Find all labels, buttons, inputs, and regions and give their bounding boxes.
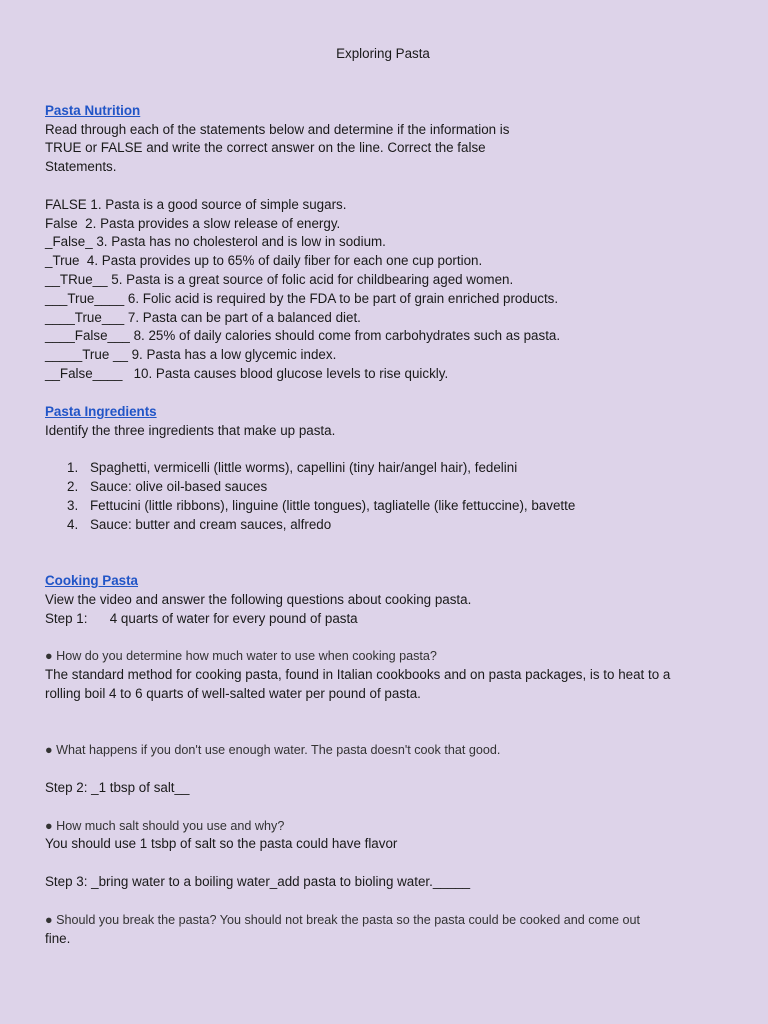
question-break-pasta: ● Should you break the pasta? You should not break the pasta so the pasta could be cooked and come out — [45, 913, 641, 927]
statement-5: __TRue__ 5. Pasta is a great source of folic acid for childbearing aged women. — [45, 272, 514, 287]
step-3: Step 3: _bring water to a boiling water_add pasta to bioling water._____ — [45, 874, 471, 889]
list-text: Sauce: olive oil-based sauces — [90, 479, 268, 494]
section-heading-cooking: Cooking Pasta — [45, 573, 139, 588]
statement-8: ____False___ 8. 25% of daily calories should come from carbohydrates such as pasta. — [45, 328, 561, 343]
instruction-line: Statements. — [45, 159, 117, 174]
answer-break-pasta: fine. — [45, 931, 71, 946]
answer-salt: You should use 1 tsbp of salt so the pasta could have flavor — [45, 836, 398, 851]
answer-line: The standard method for cooking pasta, found in Italian cookbooks and on pasta packages, is to heat to a — [45, 667, 671, 682]
statement-2: False 2. Pasta provides a slow release of energy. — [45, 216, 341, 231]
instruction-line: Read through each of the statements below and determine if the information is — [45, 122, 510, 137]
statement-10: __False____ 10. Pasta causes blood glucose levels to rise quickly. — [45, 366, 449, 381]
list-number: 2. — [67, 479, 79, 494]
question-not-enough-water: ● What happens if you don't use enough water. The pasta doesn't cook that good. — [45, 743, 501, 757]
statement-9: _____True __ 9. Pasta has a low glycemic index. — [45, 347, 337, 362]
statement-7: ____True___ 7. Pasta can be part of a balanced diet. — [45, 310, 361, 325]
ingredients-prompt: Identify the three ingredients that make up pasta. — [45, 423, 336, 438]
statement-6: ___True____ 6. Folic acid is required by the FDA to be part of grain enriched products. — [45, 291, 559, 306]
page-title: Exploring Pasta — [336, 46, 430, 61]
step-1: Step 1: 4 quarts of water for every pound of pasta — [45, 611, 358, 626]
list-number: 4. — [67, 517, 79, 532]
statement-3: _False_ 3. Pasta has no cholesterol and is low in sodium. — [45, 234, 386, 249]
statement-4: _True 4. Pasta provides up to 65% of daily fiber for each one cup portion. — [45, 253, 483, 268]
answer-line: rolling boil 4 to 6 quarts of well-salted water per pound of pasta. — [45, 686, 421, 701]
list-text: Spaghetti, vermicelli (little worms), capellini (tiny hair/angel hair), fedelini — [90, 460, 518, 475]
statement-1: FALSE 1. Pasta is a good source of simple sugars. — [45, 197, 347, 212]
cooking-prompt: View the video and answer the following questions about cooking pasta. — [45, 592, 472, 607]
question-water-amount: ● How do you determine how much water to use when cooking pasta? — [45, 649, 437, 663]
list-number: 3. — [67, 498, 79, 513]
step-2: Step 2: _1 tbsp of salt__ — [45, 780, 190, 795]
list-number: 1. — [67, 460, 79, 475]
instruction-line: TRUE or FALSE and write the correct answer on the line. Correct the false — [45, 140, 486, 155]
section-heading-ingredients: Pasta Ingredients — [45, 404, 157, 419]
list-text: Fettucini (little ribbons), linguine (little tongues), tagliatelle (like fettuccine), bavette — [90, 498, 576, 513]
list-text: Sauce: butter and cream sauces, alfredo — [90, 517, 332, 532]
question-salt: ● How much salt should you use and why? — [45, 819, 285, 833]
section-heading-nutrition: Pasta Nutrition — [45, 103, 141, 118]
